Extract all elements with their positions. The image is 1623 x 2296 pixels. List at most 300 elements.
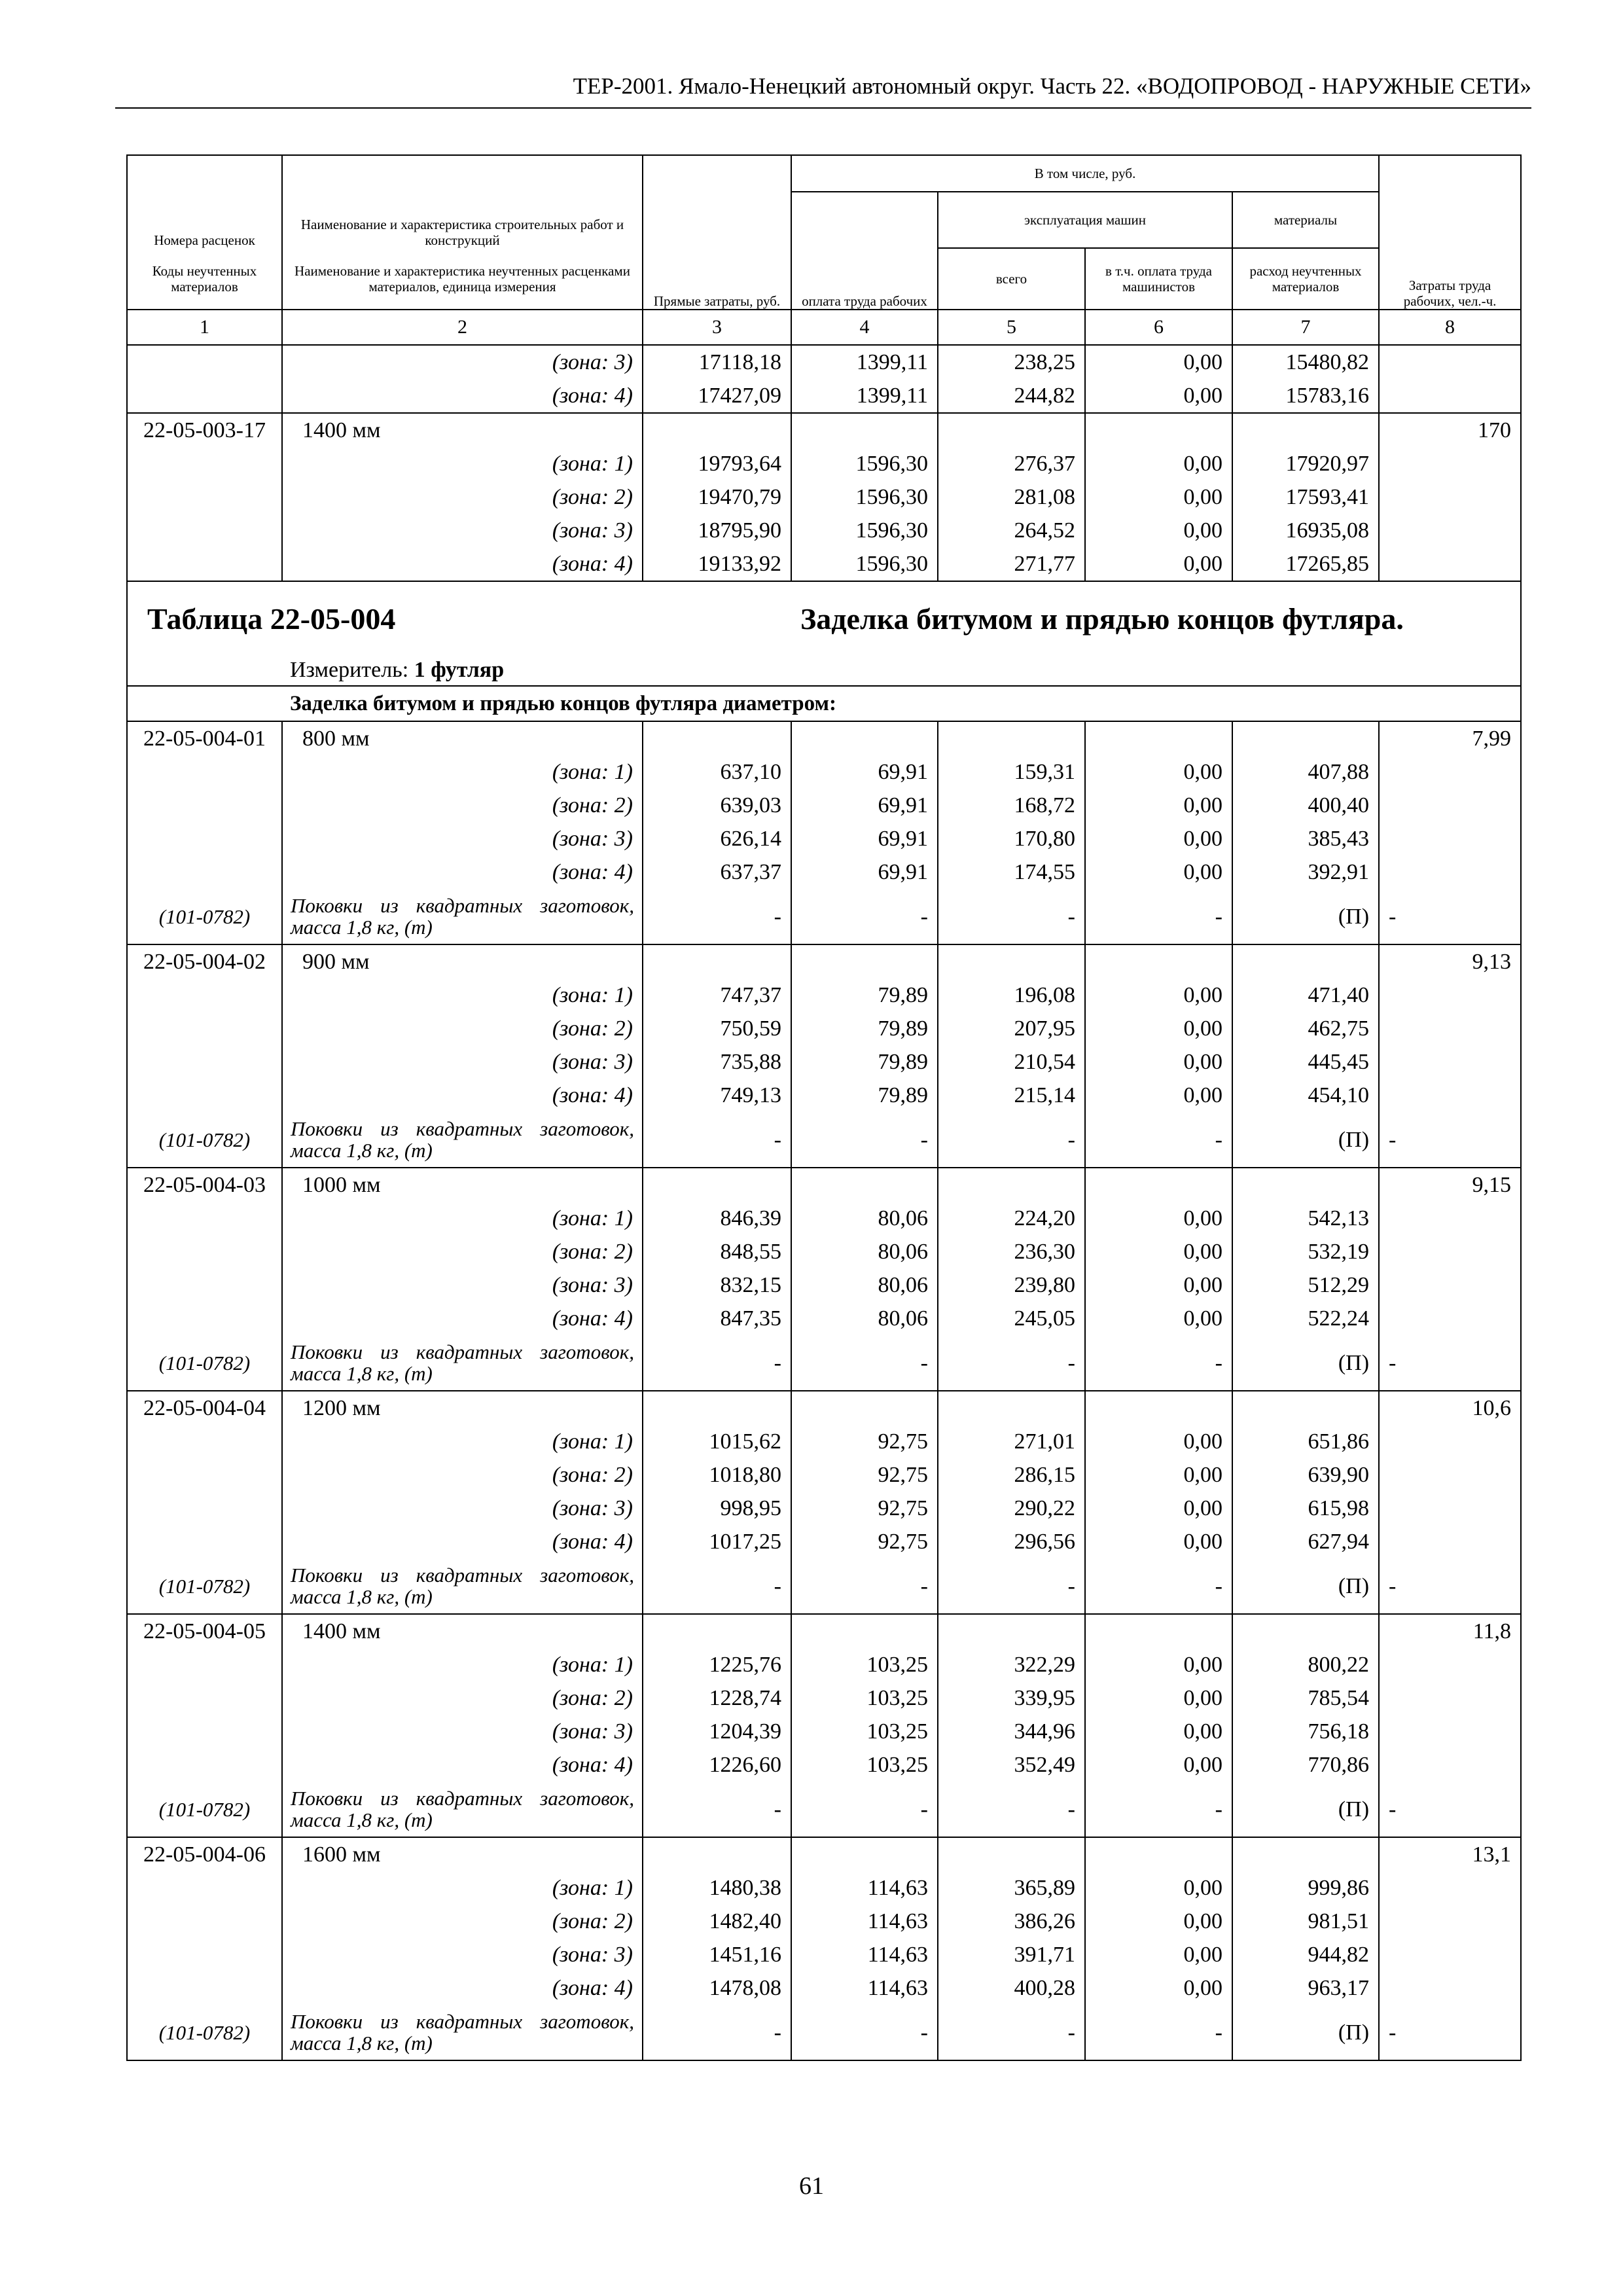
- direct-cost: 1018,80: [643, 1458, 791, 1492]
- empty-cell: [791, 944, 938, 978]
- table-row: [127, 1112, 1521, 1168]
- table-row: [127, 547, 1521, 581]
- machinist-pay: 0,00: [1085, 547, 1232, 581]
- empty-cell: [643, 944, 791, 978]
- empty-cell: [1379, 855, 1521, 889]
- machinist-pay: 0,00: [1085, 855, 1232, 889]
- labor-pay: 92,75: [791, 1458, 938, 1492]
- table-row: [127, 1938, 1521, 1971]
- empty-cell: [1379, 1268, 1521, 1302]
- table-row: [127, 480, 1521, 514]
- zone-label: (зона: 2): [282, 789, 643, 822]
- dash-cell: -: [643, 1335, 791, 1391]
- empty-cell: [127, 1045, 282, 1079]
- table-row: [127, 345, 1521, 379]
- machinist-pay: 0,00: [1085, 1938, 1232, 1971]
- table-row: [127, 1168, 1521, 1202]
- empty-cell: [127, 1715, 282, 1748]
- materials-cost: 15480,82: [1232, 345, 1379, 379]
- direct-cost: 747,37: [643, 978, 791, 1012]
- empty-cell: [1379, 1748, 1521, 1782]
- zone-label: (зона: 1): [282, 447, 643, 480]
- machines-total: 296,56: [938, 1525, 1085, 1558]
- rate-code: 22-05-004-04: [127, 1391, 282, 1425]
- table-row: [127, 1782, 1521, 1837]
- header-incl: В том числе, руб.: [791, 155, 1379, 192]
- labor-pay: 79,89: [791, 1079, 938, 1112]
- machines-total: 264,52: [938, 514, 1085, 547]
- direct-cost: 637,37: [643, 855, 791, 889]
- labor-hours: 9,15: [1379, 1168, 1521, 1202]
- machines-total: 271,01: [938, 1425, 1085, 1458]
- table-row: [127, 379, 1521, 413]
- empty-cell: [791, 1614, 938, 1648]
- rate-name: 1400 мм: [282, 1614, 643, 1648]
- empty-cell: [791, 413, 938, 447]
- materials-cost: 963,17: [1232, 1971, 1379, 2005]
- machinist-pay: 0,00: [1085, 480, 1232, 514]
- machines-total: 244,82: [938, 379, 1085, 413]
- direct-cost: 17118,18: [643, 345, 791, 379]
- rate-name: 1400 мм: [282, 413, 643, 447]
- machinist-pay: 0,00: [1085, 822, 1232, 855]
- direct-cost: 1482,40: [643, 1905, 791, 1938]
- labor-pay: 1596,30: [791, 480, 938, 514]
- machines-total: 239,80: [938, 1268, 1085, 1302]
- column-number: 1: [127, 310, 282, 345]
- empty-cell: [127, 379, 282, 413]
- machines-total: 245,05: [938, 1302, 1085, 1335]
- machinist-pay: 0,00: [1085, 1079, 1232, 1112]
- empty-cell: [1085, 944, 1232, 978]
- header-machines: эксплуатация машин: [938, 192, 1232, 248]
- table-row: [127, 789, 1521, 822]
- labor-pay: 114,63: [791, 1905, 938, 1938]
- machinist-pay: 0,00: [1085, 1681, 1232, 1715]
- zone-label: (зона: 3): [282, 822, 643, 855]
- table-title-row: [127, 581, 1521, 655]
- header-col5: всего: [938, 248, 1085, 310]
- material-code: (101-0782): [127, 2005, 282, 2060]
- table-row: [127, 822, 1521, 855]
- column-number: 6: [1085, 310, 1232, 345]
- machinist-pay: 0,00: [1085, 1492, 1232, 1525]
- direct-cost: 847,35: [643, 1302, 791, 1335]
- empty-cell: [127, 1425, 282, 1458]
- empty-cell: [1379, 547, 1521, 581]
- table-row: [127, 1715, 1521, 1748]
- empty-cell: [1085, 721, 1232, 755]
- machinist-pay: 0,00: [1085, 1458, 1232, 1492]
- zone-label: (зона: 3): [282, 1045, 643, 1079]
- empty-cell: [127, 789, 282, 822]
- header-col2-bottom: Наименование и характеристика неучтенных расценками материалов, единица измерения: [282, 248, 643, 310]
- direct-cost: 1225,76: [643, 1648, 791, 1681]
- labor-pay: 1399,11: [791, 379, 938, 413]
- zone-label: (зона: 4): [282, 1302, 643, 1335]
- labor-pay: 103,25: [791, 1715, 938, 1748]
- rate-name: 1000 мм: [282, 1168, 643, 1202]
- rate-code: 22-05-004-05: [127, 1614, 282, 1648]
- table-row: [127, 1045, 1521, 1079]
- empty-cell: [1379, 1905, 1521, 1938]
- table-row: [127, 2005, 1521, 2060]
- empty-cell: [127, 1268, 282, 1302]
- material-text: Поковки из квадратных заготовок, масса 1,8 кг, (т): [282, 1782, 643, 1837]
- machines-total: 238,25: [938, 345, 1085, 379]
- dash-cell: -: [1085, 889, 1232, 944]
- empty-cell: [1232, 1614, 1379, 1648]
- empty-cell: [1379, 345, 1521, 379]
- machinist-pay: 0,00: [1085, 345, 1232, 379]
- empty-cell: [1379, 1045, 1521, 1079]
- empty-cell: [1379, 1715, 1521, 1748]
- zone-label: (зона: 4): [282, 1525, 643, 1558]
- machinist-pay: 0,00: [1085, 1268, 1232, 1302]
- dash-cell: -: [938, 889, 1085, 944]
- empty-cell: [127, 655, 282, 686]
- zone-label: (зона: 4): [282, 1748, 643, 1782]
- dash-cell: -: [938, 1335, 1085, 1391]
- materials-cost: 471,40: [1232, 978, 1379, 1012]
- machinist-pay: 0,00: [1085, 1971, 1232, 2005]
- empty-cell: [1379, 978, 1521, 1012]
- table-number: Таблица 22-05-004: [127, 581, 791, 655]
- labor-pay: 92,75: [791, 1525, 938, 1558]
- empty-cell: [643, 1168, 791, 1202]
- zone-label: (зона: 1): [282, 1648, 643, 1681]
- empty-cell: [127, 1492, 282, 1525]
- zone-label: (зона: 3): [282, 1268, 643, 1302]
- empty-cell: [938, 1614, 1085, 1648]
- machines-total: 196,08: [938, 978, 1085, 1012]
- zone-label: (зона: 2): [282, 1905, 643, 1938]
- empty-cell: [1232, 1168, 1379, 1202]
- direct-cost: 18795,90: [643, 514, 791, 547]
- machinist-pay: 0,00: [1085, 379, 1232, 413]
- materials-cost: 999,86: [1232, 1871, 1379, 1905]
- machines-total: 281,08: [938, 480, 1085, 514]
- machinist-pay: 0,00: [1085, 447, 1232, 480]
- empty-cell: [1379, 789, 1521, 822]
- empty-cell: [127, 1235, 282, 1268]
- empty-cell: [127, 1202, 282, 1235]
- header-col1-bottom: Коды неучтенных материалов: [127, 248, 282, 310]
- labor-pay: 1596,30: [791, 547, 938, 581]
- table-row: [127, 413, 1521, 447]
- machines-total: 215,14: [938, 1079, 1085, 1112]
- header-col4: оплата труда рабочих: [791, 192, 938, 310]
- materials-cost: 15783,16: [1232, 379, 1379, 413]
- direct-cost: 1478,08: [643, 1971, 791, 2005]
- material-text: Поковки из квадратных заготовок, масса 1,8 кг, (т): [282, 1112, 643, 1168]
- empty-cell: [127, 1905, 282, 1938]
- zone-label: (зона: 4): [282, 855, 643, 889]
- machinist-pay: 0,00: [1085, 1425, 1232, 1458]
- direct-cost: 1228,74: [643, 1681, 791, 1715]
- labor-hours: 9,13: [1379, 944, 1521, 978]
- empty-cell: [643, 721, 791, 755]
- table-row: [127, 1681, 1521, 1715]
- dash-cell: -: [643, 1782, 791, 1837]
- materials-cost: 407,88: [1232, 755, 1379, 789]
- table-subtitle: Заделка битумом и прядью концов футляра диаметром:: [282, 686, 1521, 721]
- zone-label: (зона: 1): [282, 755, 643, 789]
- table-row: [127, 855, 1521, 889]
- machines-total: 174,55: [938, 855, 1085, 889]
- machines-total: 159,31: [938, 755, 1085, 789]
- dash-cell: -: [791, 1112, 938, 1168]
- table-row: [127, 1905, 1521, 1938]
- labor-pay: 80,06: [791, 1302, 938, 1335]
- direct-cost: 19133,92: [643, 547, 791, 581]
- measure: [282, 655, 1521, 686]
- direct-cost: 637,10: [643, 755, 791, 789]
- header-materials: материалы: [1232, 192, 1379, 248]
- table-row: [127, 1614, 1521, 1648]
- table-row: [127, 1971, 1521, 2005]
- materials-cost: 17593,41: [1232, 480, 1379, 514]
- machines-total: 236,30: [938, 1235, 1085, 1268]
- machinist-pay: 0,00: [1085, 789, 1232, 822]
- empty-cell: [127, 1302, 282, 1335]
- empty-cell: [127, 1681, 282, 1715]
- table-row: [127, 755, 1521, 789]
- empty-cell: [127, 1971, 282, 2005]
- header-col2-top: Наименование и характеристика строительных работ и конструкций: [282, 155, 643, 248]
- direct-cost: 19793,64: [643, 447, 791, 480]
- dash-cell: -: [791, 2005, 938, 2060]
- labor-pay: 92,75: [791, 1425, 938, 1458]
- direct-cost: 19470,79: [643, 480, 791, 514]
- table-row: [127, 514, 1521, 547]
- dash-cell: -: [791, 889, 938, 944]
- materials-cost: 400,40: [1232, 789, 1379, 822]
- machinist-pay: 0,00: [1085, 1525, 1232, 1558]
- table-row: [127, 1525, 1521, 1558]
- machines-total: 400,28: [938, 1971, 1085, 2005]
- rate-code: 22-05-004-02: [127, 944, 282, 978]
- direct-cost: 1015,62: [643, 1425, 791, 1458]
- materials-cost: 756,18: [1232, 1715, 1379, 1748]
- table-row: [127, 1012, 1521, 1045]
- machines-total: 170,80: [938, 822, 1085, 855]
- machines-total: 344,96: [938, 1715, 1085, 1748]
- empty-cell: [1085, 1168, 1232, 1202]
- labor-pay: 80,06: [791, 1268, 938, 1302]
- empty-cell: [127, 755, 282, 789]
- labor-pay: 114,63: [791, 1938, 938, 1971]
- dash-cell: -: [791, 1558, 938, 1614]
- table-row: [127, 1391, 1521, 1425]
- materials-cost: 385,43: [1232, 822, 1379, 855]
- direct-cost: 1226,60: [643, 1748, 791, 1782]
- dash-cell: -: [1379, 889, 1521, 944]
- empty-cell: [1379, 1235, 1521, 1268]
- page-header: ТЕР-2001. Ямало-Ненецкий автономный округ. Часть 22. «ВОДОПРОВОД - НАРУЖНЫЕ СЕТИ»: [115, 73, 1531, 109]
- empty-cell: [643, 1391, 791, 1425]
- machinist-pay: 0,00: [1085, 1302, 1232, 1335]
- material-code: (101-0782): [127, 1782, 282, 1837]
- direct-cost: 1017,25: [643, 1525, 791, 1558]
- measure-row: [127, 655, 1521, 686]
- header-col1-top: Номера расценок: [127, 155, 282, 248]
- material-unit: (П): [1232, 1558, 1379, 1614]
- direct-cost: 848,55: [643, 1235, 791, 1268]
- table-row: [127, 944, 1521, 978]
- empty-cell: [127, 1648, 282, 1681]
- column-number: 4: [791, 310, 938, 345]
- materials-cost: 800,22: [1232, 1648, 1379, 1681]
- machines-total: 276,37: [938, 447, 1085, 480]
- table-row: [127, 1268, 1521, 1302]
- materials-cost: 445,45: [1232, 1045, 1379, 1079]
- material-unit: (П): [1232, 1782, 1379, 1837]
- empty-cell: [1379, 379, 1521, 413]
- material-code: (101-0782): [127, 889, 282, 944]
- empty-cell: [1085, 413, 1232, 447]
- dash-cell: -: [938, 1112, 1085, 1168]
- labor-pay: 79,89: [791, 978, 938, 1012]
- zone-label: (зона: 3): [282, 345, 643, 379]
- dash-cell: -: [1379, 1782, 1521, 1837]
- dash-cell: -: [1379, 1112, 1521, 1168]
- table-row: [127, 1748, 1521, 1782]
- table-row: [127, 721, 1521, 755]
- table-row: [127, 978, 1521, 1012]
- materials-cost: 532,19: [1232, 1235, 1379, 1268]
- machines-total: 271,77: [938, 547, 1085, 581]
- labor-pay: 1596,30: [791, 447, 938, 480]
- empty-cell: [1379, 1525, 1521, 1558]
- empty-cell: [643, 1614, 791, 1648]
- empty-cell: [1085, 1614, 1232, 1648]
- zone-label: (зона: 2): [282, 480, 643, 514]
- empty-cell: [127, 1938, 282, 1971]
- rate-name: 800 мм: [282, 721, 643, 755]
- direct-cost: 17427,09: [643, 379, 791, 413]
- empty-cell: [938, 1391, 1085, 1425]
- zone-label: (зона: 1): [282, 1871, 643, 1905]
- labor-pay: 69,91: [791, 789, 938, 822]
- zone-label: (зона: 1): [282, 1425, 643, 1458]
- rate-name: 1600 мм: [282, 1837, 643, 1871]
- direct-cost: 998,95: [643, 1492, 791, 1525]
- empty-cell: [1232, 413, 1379, 447]
- labor-pay: 69,91: [791, 855, 938, 889]
- material-unit: (П): [1232, 889, 1379, 944]
- dash-cell: -: [643, 1112, 791, 1168]
- header-col6: в т.ч. оплата труда машинистов: [1085, 248, 1232, 310]
- table-row: [127, 1079, 1521, 1112]
- labor-pay: 92,75: [791, 1492, 938, 1525]
- machines-total: 286,15: [938, 1458, 1085, 1492]
- column-number: 2: [282, 310, 643, 345]
- empty-cell: [1379, 1971, 1521, 2005]
- materials-cost: 17265,85: [1232, 547, 1379, 581]
- direct-cost: 1204,39: [643, 1715, 791, 1748]
- labor-pay: 103,25: [791, 1681, 938, 1715]
- empty-cell: [1379, 1648, 1521, 1681]
- machines-total: 322,29: [938, 1648, 1085, 1681]
- machinist-pay: 0,00: [1085, 755, 1232, 789]
- dash-cell: -: [791, 1782, 938, 1837]
- labor-hours: 13,1: [1379, 1837, 1521, 1871]
- measure-value: 1 футляр: [414, 658, 505, 682]
- empty-cell: [938, 413, 1085, 447]
- materials-cost: 770,86: [1232, 1748, 1379, 1782]
- labor-pay: 69,91: [791, 822, 938, 855]
- machines-total: 391,71: [938, 1938, 1085, 1971]
- empty-cell: [791, 1837, 938, 1871]
- zone-label: (зона: 1): [282, 1202, 643, 1235]
- empty-cell: [643, 413, 791, 447]
- labor-pay: 79,89: [791, 1045, 938, 1079]
- machines-total: 224,20: [938, 1202, 1085, 1235]
- machinist-pay: 0,00: [1085, 1905, 1232, 1938]
- empty-cell: [1379, 1681, 1521, 1715]
- labor-pay: 79,89: [791, 1012, 938, 1045]
- materials-cost: 16935,08: [1232, 514, 1379, 547]
- material-text: Поковки из квадратных заготовок, масса 1,8 кг, (т): [282, 1558, 643, 1614]
- machinist-pay: 0,00: [1085, 1202, 1232, 1235]
- empty-cell: [127, 855, 282, 889]
- column-number: 5: [938, 310, 1085, 345]
- direct-cost: 1480,38: [643, 1871, 791, 1905]
- dash-cell: -: [1085, 1112, 1232, 1168]
- dash-cell: -: [1085, 2005, 1232, 2060]
- table-row: [127, 1335, 1521, 1391]
- empty-cell: [1379, 1492, 1521, 1525]
- empty-cell: [1379, 480, 1521, 514]
- direct-cost: 832,15: [643, 1268, 791, 1302]
- empty-cell: [127, 547, 282, 581]
- machines-total: 210,54: [938, 1045, 1085, 1079]
- table-row: [127, 1458, 1521, 1492]
- machines-total: 365,89: [938, 1871, 1085, 1905]
- direct-cost: 735,88: [643, 1045, 791, 1079]
- table-row: [127, 889, 1521, 944]
- machinist-pay: 0,00: [1085, 1045, 1232, 1079]
- table-row: [127, 1558, 1521, 1614]
- machines-total: 290,22: [938, 1492, 1085, 1525]
- dash-cell: -: [1379, 1335, 1521, 1391]
- materials-cost: 785,54: [1232, 1681, 1379, 1715]
- empty-cell: [127, 978, 282, 1012]
- header-col7: расход неучтенных материалов: [1232, 248, 1379, 310]
- column-number: 3: [643, 310, 791, 345]
- empty-cell: [1379, 1012, 1521, 1045]
- empty-cell: [127, 1012, 282, 1045]
- machines-total: 352,49: [938, 1748, 1085, 1782]
- table-row: [127, 1871, 1521, 1905]
- measure-label: Измеритель:: [290, 658, 409, 682]
- machinist-pay: 0,00: [1085, 1648, 1232, 1681]
- zone-label: (зона: 4): [282, 379, 643, 413]
- empty-cell: [1379, 1871, 1521, 1905]
- labor-pay: 114,63: [791, 1871, 938, 1905]
- table-row: [127, 1492, 1521, 1525]
- labor-pay: 80,06: [791, 1202, 938, 1235]
- machines-total: 168,72: [938, 789, 1085, 822]
- empty-cell: [127, 1871, 282, 1905]
- table-row: [127, 1302, 1521, 1335]
- dash-cell: -: [938, 2005, 1085, 2060]
- dash-cell: -: [1379, 1558, 1521, 1614]
- dash-cell: -: [1085, 1335, 1232, 1391]
- empty-cell: [127, 1748, 282, 1782]
- machinist-pay: 0,00: [1085, 1748, 1232, 1782]
